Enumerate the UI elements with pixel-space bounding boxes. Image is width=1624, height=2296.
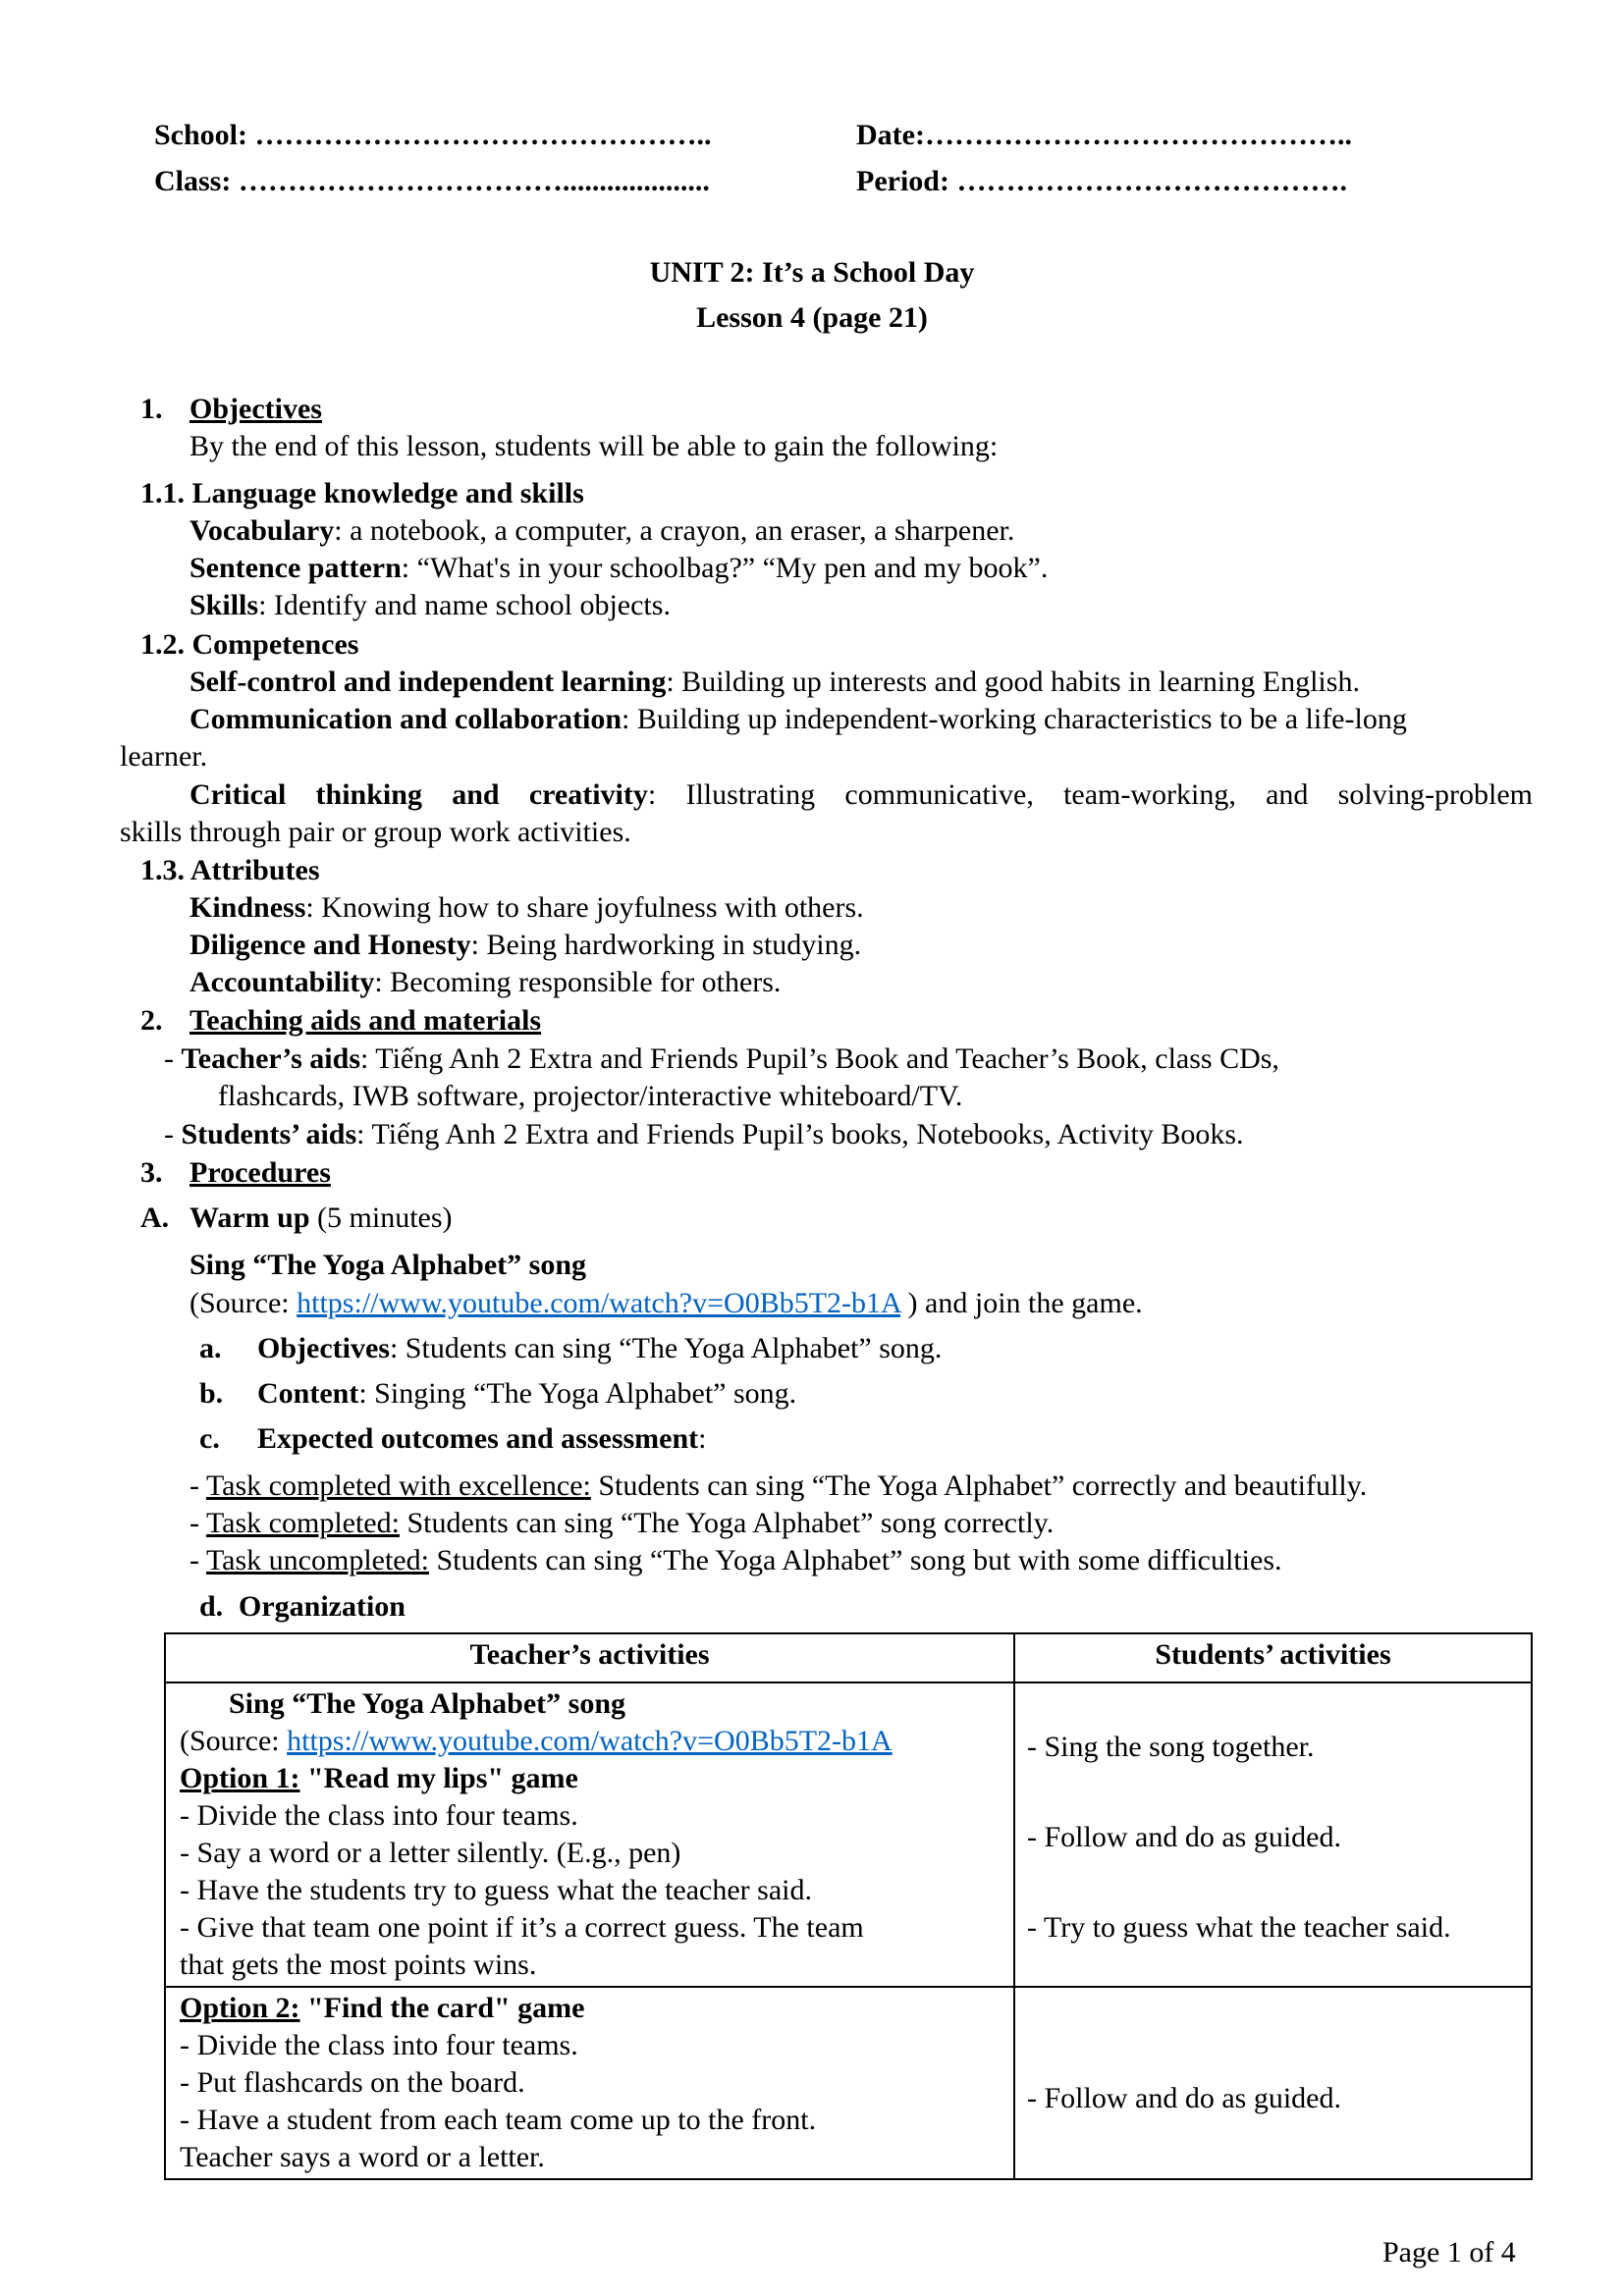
option-1-step: that gets the most points wins. xyxy=(180,1949,537,1981)
communication-line-cont: learner. xyxy=(120,740,208,773)
student-cell-option-1 xyxy=(1014,1682,1532,1987)
teacher-aids-line: - Teacher’s aids: Tiếng Anh 2 Extra and Friends Pupil’s Book and Teacher’s Book, class CDs, xyxy=(164,1042,1279,1075)
youtube-link[interactable]: https://www.youtube.com/watch?v=O0Bb5T2-b1A xyxy=(297,1287,901,1319)
option-2-step: - Have a student from each team come up to the front. xyxy=(180,2104,817,2136)
item-b-letter: b. xyxy=(199,1377,224,1410)
organization-table xyxy=(164,1632,1533,2180)
option-2-heading: Option 2: "Find the card" game xyxy=(180,1992,585,2024)
student-cell-option-2 xyxy=(1014,1987,1532,2179)
item-b-content: Content: Singing “The Yoga Alphabet” song. xyxy=(257,1377,797,1410)
critical-thinking-line-cont: skills through pair or group work activities. xyxy=(120,816,631,848)
student-step: - Sing the song together. xyxy=(1027,1731,1315,1763)
period-field: Period: …………………………………. xyxy=(856,165,1347,197)
option-1-step: - Give that team one point if it’s a correct guess. The team xyxy=(180,1911,864,1944)
item-a-objectives: Objectives: Students can sing “The Yoga Alphabet” song. xyxy=(257,1332,943,1364)
student-step: - Follow and do as guided. xyxy=(1027,1821,1341,1853)
date-field: Date:…………………………………….. xyxy=(856,119,1352,151)
task-excellence-line: - Task completed with excellence: Students can sing “The Yoga Alphabet” correctly and beautifully. xyxy=(189,1469,1368,1502)
aids-number: 2. xyxy=(140,1004,163,1037)
item-c-letter: c. xyxy=(199,1422,220,1455)
song-title: Sing “The Yoga Alphabet” song xyxy=(189,1249,587,1281)
item-c-outcomes: Expected outcomes and assessment: xyxy=(257,1422,707,1455)
item-d-organization: Organization xyxy=(239,1590,406,1623)
diligence-line: Diligence and Honesty: Being hardworking in studying. xyxy=(189,929,862,961)
option-2-step: - Put flashcards on the board. xyxy=(180,2066,525,2099)
table-row xyxy=(165,1987,1532,2179)
task-uncompleted-line: - Task uncompleted: Students can sing “The Yoga Alphabet” song but with some difficulties. xyxy=(189,1544,1282,1576)
accountability-line: Accountability: Becoming responsible for others. xyxy=(189,966,782,998)
procedures-number: 3. xyxy=(140,1156,163,1189)
option-1-step: - Divide the class into four teams. xyxy=(180,1799,578,1832)
kindness-line: Kindness: Knowing how to share joyfulness with others. xyxy=(189,891,864,924)
cell-song-title: Sing “The Yoga Alphabet” song xyxy=(229,1687,626,1720)
class-field: Class: …………………………….................... xyxy=(154,165,710,197)
school-field: School: ……………………………………….. xyxy=(154,119,712,151)
student-step: - Try to guess what the teacher said. xyxy=(1027,1911,1451,1944)
option-1-step: - Say a word or a letter silently. (E.g., pen) xyxy=(180,1837,681,1869)
objectives-number: 1. xyxy=(140,393,163,425)
sentence-pattern-line: Sentence pattern: “What's in your schoolbag?” “My pen and my book”. xyxy=(189,552,1049,584)
section-1-2-heading: 1.2. Competences xyxy=(140,628,359,661)
critical-thinking-line: Critical thinking and creativity: Illustrating communicative, team-working, and solving-problem xyxy=(189,778,1533,811)
option-2-step: - Divide the class into four teams. xyxy=(180,2029,578,2061)
option-1-heading: Option 1: "Read my lips" game xyxy=(180,1762,578,1794)
option-2-step: Teacher says a word or a letter. xyxy=(180,2141,545,2173)
skills-line: Skills: Identify and name school objects. xyxy=(189,589,671,621)
vocabulary-line: Vocabulary: a notebook, a computer, a crayon, an eraser, a sharpener. xyxy=(189,514,1015,547)
teacher-aids-line-cont: flashcards, IWB software, projector/interactive whiteboard/TV. xyxy=(218,1080,963,1112)
lesson-title: Lesson 4 (page 21) xyxy=(696,301,928,334)
self-control-line: Self-control and independent learning: Building up interests and good habits in learning English. xyxy=(189,666,1360,698)
teacher-activities-header: Teacher’s activities xyxy=(165,1633,1014,1682)
students-aids-line: - Students’ aids: Tiếng Anh 2 Extra and Friends Pupil’s books, Notebooks, Activity Books. xyxy=(164,1118,1244,1150)
table-header-row xyxy=(165,1633,1532,1682)
teacher-cell-option-1 xyxy=(165,1682,1014,1987)
unit-title: UNIT 2: It’s a School Day xyxy=(649,256,975,289)
objectives-heading: Objectives xyxy=(189,393,322,425)
item-d-letter: d. xyxy=(199,1590,224,1623)
task-completed-line: - Task completed: Students can sing “The Yoga Alphabet” song correctly. xyxy=(189,1507,1055,1539)
aids-heading: Teaching aids and materials xyxy=(189,1004,542,1037)
section-1-3-heading: 1.3. Attributes xyxy=(140,854,320,886)
objectives-intro: By the end of this lesson, students will be able to gain the following: xyxy=(189,430,999,462)
students-activities-header: Students’ activities xyxy=(1014,1633,1532,1682)
procedures-heading: Procedures xyxy=(189,1156,331,1189)
table-row xyxy=(165,1682,1532,1987)
warmup-heading: Warm up (5 minutes) xyxy=(189,1201,453,1234)
communication-line: Communication and collaboration: Building up independent-working characteristics to be a life-long xyxy=(189,703,1407,735)
page-number: Page 1 of 4 xyxy=(1382,2236,1516,2269)
teacher-cell-option-2 xyxy=(165,1987,1014,2179)
cell-song-source: (Source: https://www.youtube.com/watch?v=O0Bb5T2-b1A xyxy=(180,1725,893,1757)
option-1-step: - Have the students try to guess what the teacher said. xyxy=(180,1874,812,1906)
student-step: - Follow and do as guided. xyxy=(1027,2082,1341,2114)
item-a-letter: a. xyxy=(199,1332,222,1364)
warmup-letter: A. xyxy=(140,1201,170,1234)
section-1-1-heading: 1.1. Language knowledge and skills xyxy=(140,477,584,509)
song-source: (Source: https://www.youtube.com/watch?v=O0Bb5T2-b1A ) and join the game. xyxy=(189,1287,1143,1319)
cell-youtube-link[interactable]: https://www.youtube.com/watch?v=O0Bb5T2-b1A xyxy=(287,1725,893,1757)
